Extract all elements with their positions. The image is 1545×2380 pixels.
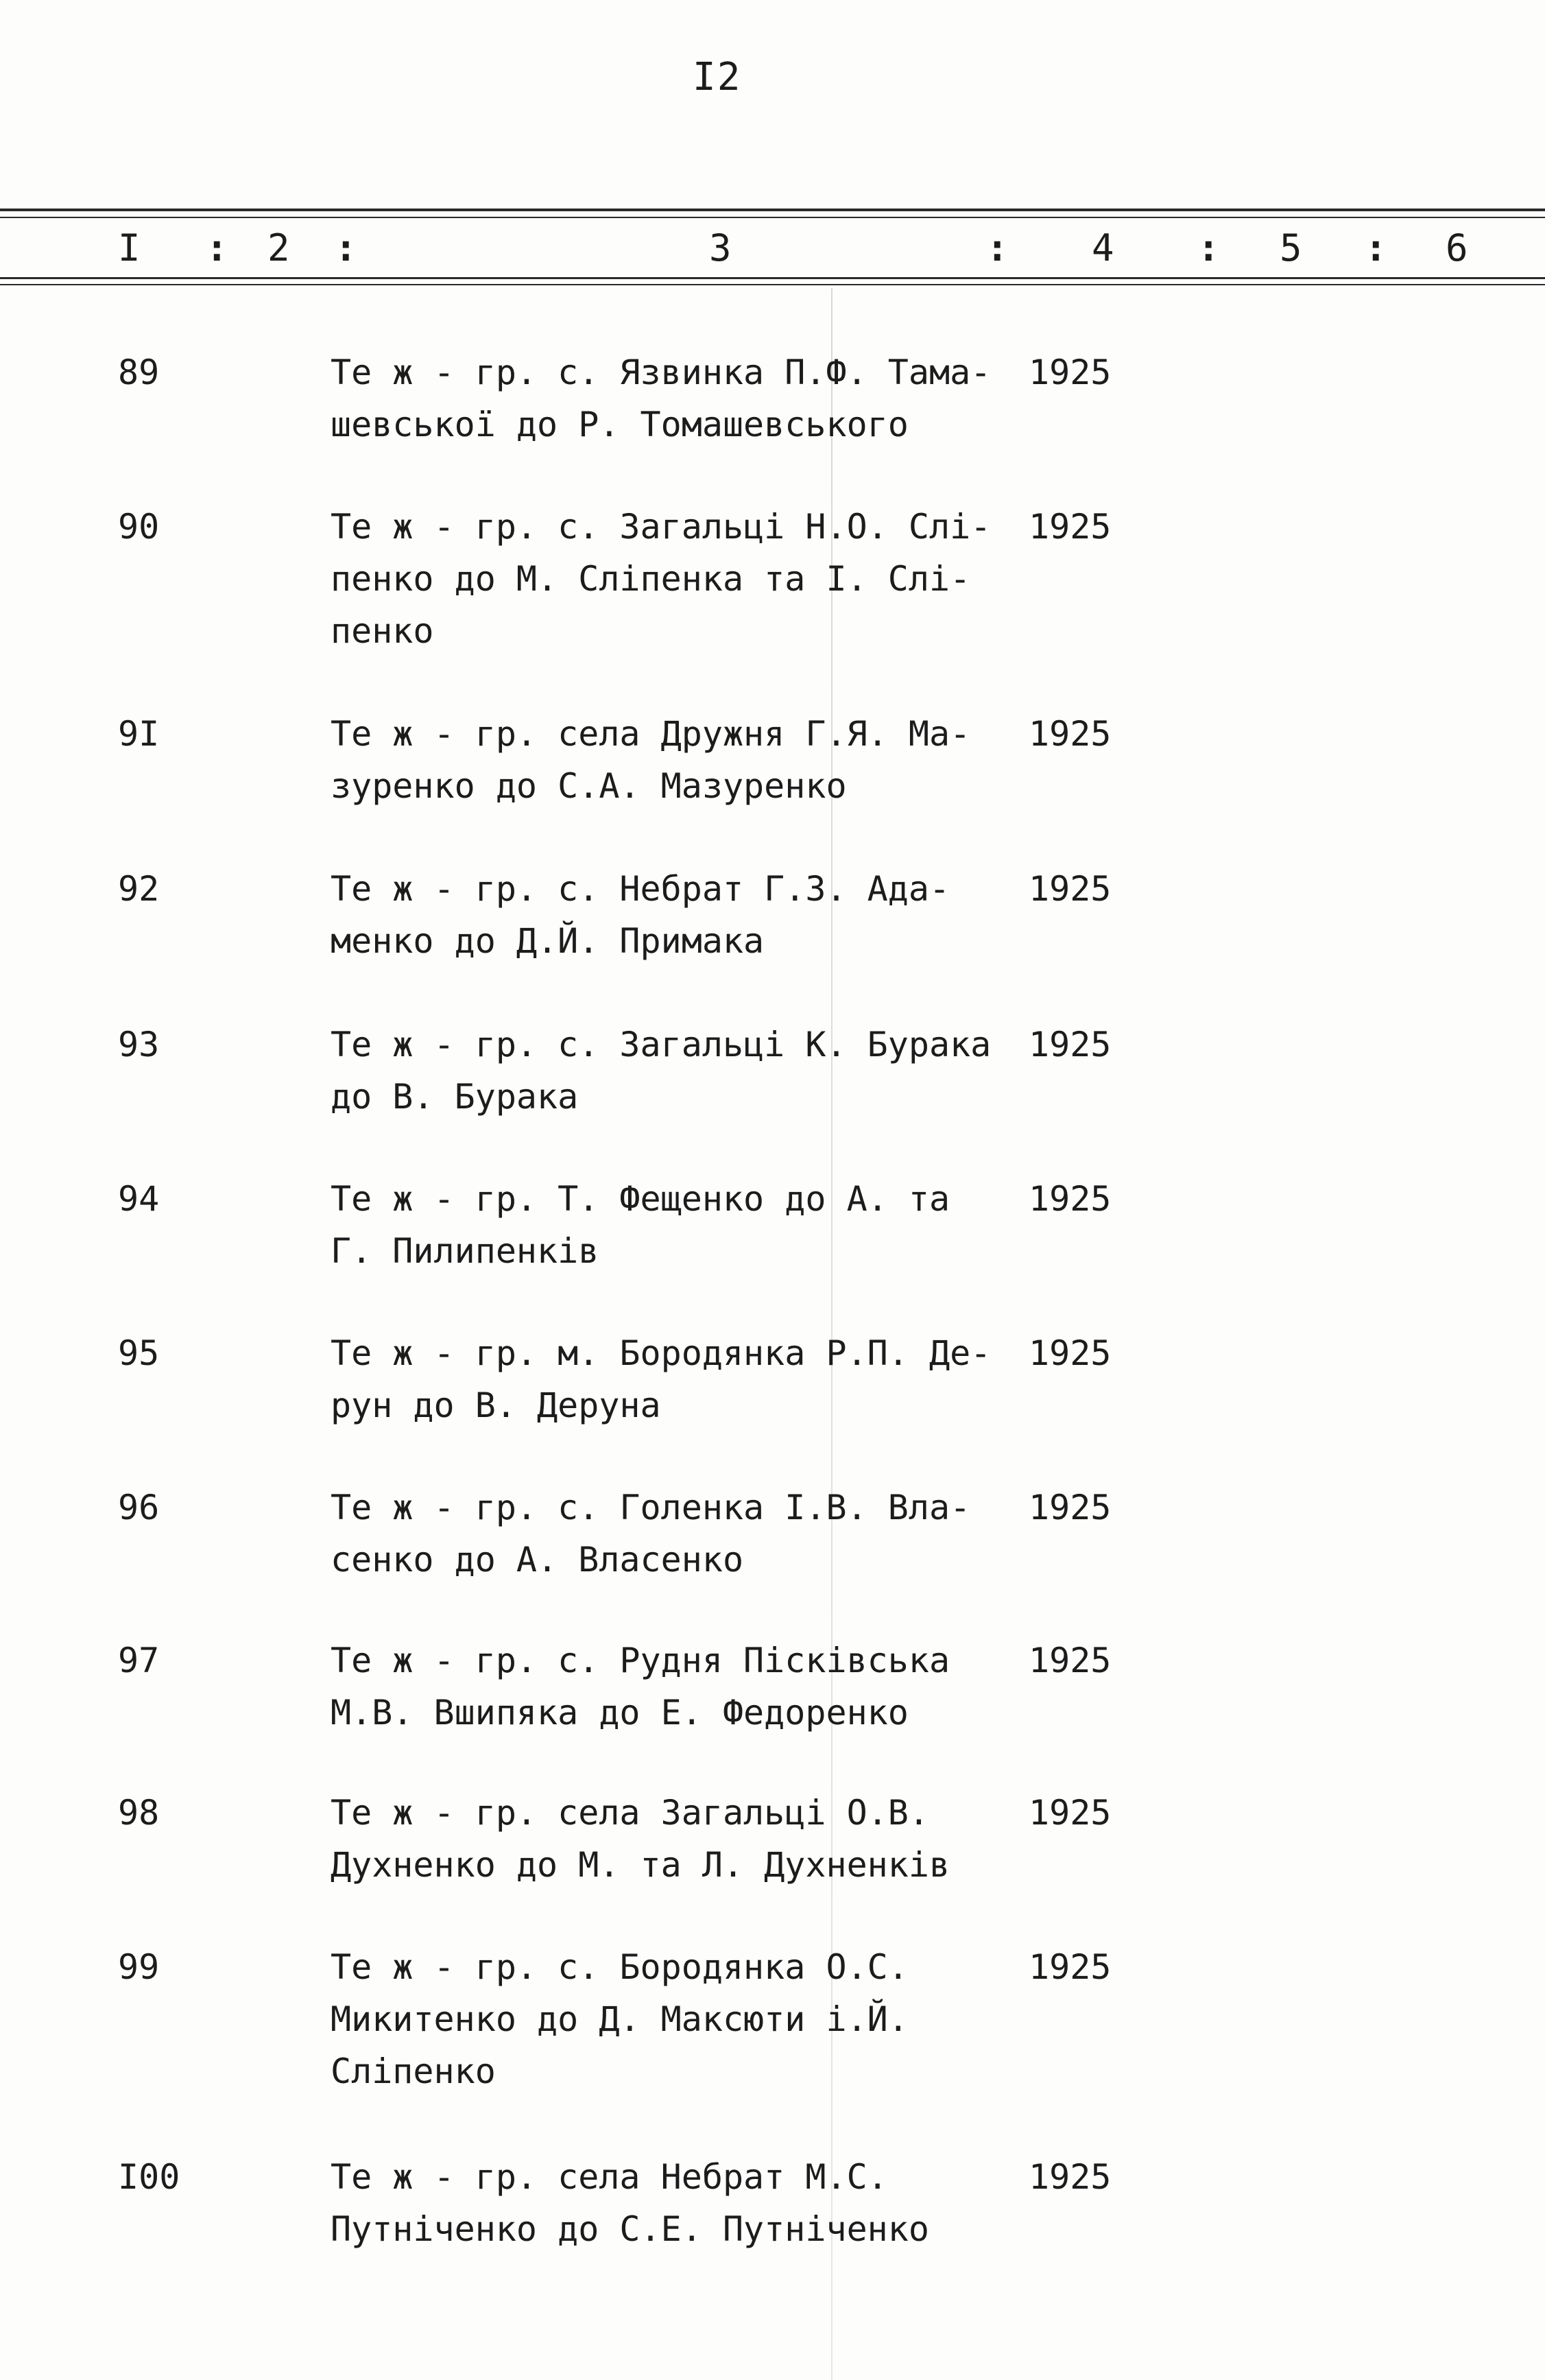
page-number: I2 [693, 55, 742, 99]
entry-description-line: Те ж - гр. с. Рудня Пісківська [331, 1641, 950, 1680]
entry-description-line: до В. Бурака [331, 1077, 579, 1117]
entry-description-line: Те ж - гр. с. Язвинка П.Ф. Тама- [331, 353, 992, 392]
entry-description-line: Г. Пилипенків [331, 1231, 599, 1271]
entry-description-line: Сліпенко [331, 2051, 496, 2091]
entry-year: 1925 [1029, 1025, 1112, 1064]
entry-description [331, 501, 1030, 657]
entry-number: I00 [118, 2157, 180, 2197]
entry-year: 1925 [1029, 1488, 1112, 1527]
entry-number: 9I [118, 714, 160, 754]
entry-description [331, 1173, 1030, 1277]
column-header-5: 5 [1280, 226, 1302, 270]
entry-description [331, 708, 1030, 812]
entry-year: 1925 [1029, 1793, 1112, 1833]
entry-description-line: Те ж - гр. с. Бородянка О.С. [331, 1947, 909, 1987]
entry-description-line: М.В. Вшипяка до Е. Федоренко [331, 1693, 909, 1733]
entry-description [331, 1941, 1030, 2097]
entry-number: 99 [118, 1947, 160, 1987]
column-separator: : [986, 226, 1009, 270]
header-top-rule [0, 209, 1545, 211]
entry-description-line: Те ж - гр. с. Загальці Н.О. Слі- [331, 507, 992, 547]
entry-number: 97 [118, 1641, 160, 1680]
entry-year: 1925 [1029, 714, 1112, 754]
entry-description-line: сенко до А. Власенко [331, 1540, 744, 1580]
entry-year: 1925 [1029, 1179, 1112, 1219]
entry-description-line: Те ж - гр. Т. Фещенко до А. та [331, 1179, 950, 1219]
entry-description-line: Те ж - гр. села Загальці О.В. [331, 1793, 929, 1833]
entry-description-line: Те ж - гр. с. Небрат Г.З. Ада- [331, 869, 950, 909]
entry-description [331, 1019, 1030, 1123]
entry-description-line: пенко [331, 611, 434, 651]
entry-description-line: Те ж - гр. м. Бородянка Р.П. Де- [331, 1333, 992, 1373]
entry-description [331, 1327, 1030, 1431]
entry-description [331, 346, 1030, 451]
entry-number: 94 [118, 1179, 160, 1219]
header-bottom-rule-thin [0, 284, 1545, 285]
column-separator: : [1365, 226, 1387, 270]
column-separator: : [335, 226, 357, 270]
column-separator: : [1197, 226, 1220, 270]
entry-description-line: зуренко до С.А. Мазуренко [331, 766, 847, 806]
column-header-row [0, 226, 1545, 270]
column-header-3: 3 [709, 226, 732, 270]
column-header-6: 6 [1446, 226, 1468, 270]
entry-description-line: Те ж - гр. села Дружня Г.Я. Ма- [331, 714, 971, 754]
column-header-4: 4 [1092, 226, 1114, 270]
entry-number: 90 [118, 507, 160, 547]
entry-number: 92 [118, 869, 160, 909]
entry-description-line: менко до Д.Й. Примака [331, 921, 765, 961]
entry-number: 89 [118, 353, 160, 392]
entry-year: 1925 [1029, 1641, 1112, 1680]
entry-description-line: Духненко до М. та Л. Духненків [331, 1845, 950, 1885]
column-separator: : [206, 226, 228, 270]
header-bottom-rule [0, 277, 1545, 279]
entry-description-line: Те ж - гр. с. Голенка І.В. Вла- [331, 1488, 971, 1527]
entry-year: 1925 [1029, 507, 1112, 547]
entry-description [331, 2151, 1030, 2255]
entry-description-line: Микитенко до Д. Максюти і.Й. [331, 1999, 909, 2039]
entry-description-line: рун до В. Деруна [331, 1385, 661, 1425]
entry-year: 1925 [1029, 2157, 1112, 2197]
column-header-2: 2 [267, 226, 290, 270]
entry-description-line: шевської до Р. Томашевського [331, 405, 909, 444]
entry-description [331, 1481, 1030, 1586]
entry-year: 1925 [1029, 1333, 1112, 1373]
entry-description-line: Путніченко до С.Е. Путніченко [331, 2209, 929, 2249]
entry-description [331, 863, 1030, 967]
header-top-rule-thin [0, 217, 1545, 218]
entry-number: 98 [118, 1793, 160, 1833]
entry-description-line: Те ж - гр. с. Загальці К. Бурака [331, 1025, 992, 1064]
entry-number: 96 [118, 1488, 160, 1527]
entry-description-line: Те ж - гр. села Небрат М.С. [331, 2157, 888, 2197]
entry-description-line: пенко до М. Сліпенка та І. Слі- [331, 559, 971, 599]
entry-year: 1925 [1029, 869, 1112, 909]
entry-description [331, 1787, 1030, 1891]
entry-number: 95 [118, 1333, 160, 1373]
entry-description [331, 1634, 1030, 1739]
entry-year: 1925 [1029, 353, 1112, 392]
column-header-1: I [118, 226, 141, 270]
entry-number: 93 [118, 1025, 160, 1064]
entry-year: 1925 [1029, 1947, 1112, 1987]
